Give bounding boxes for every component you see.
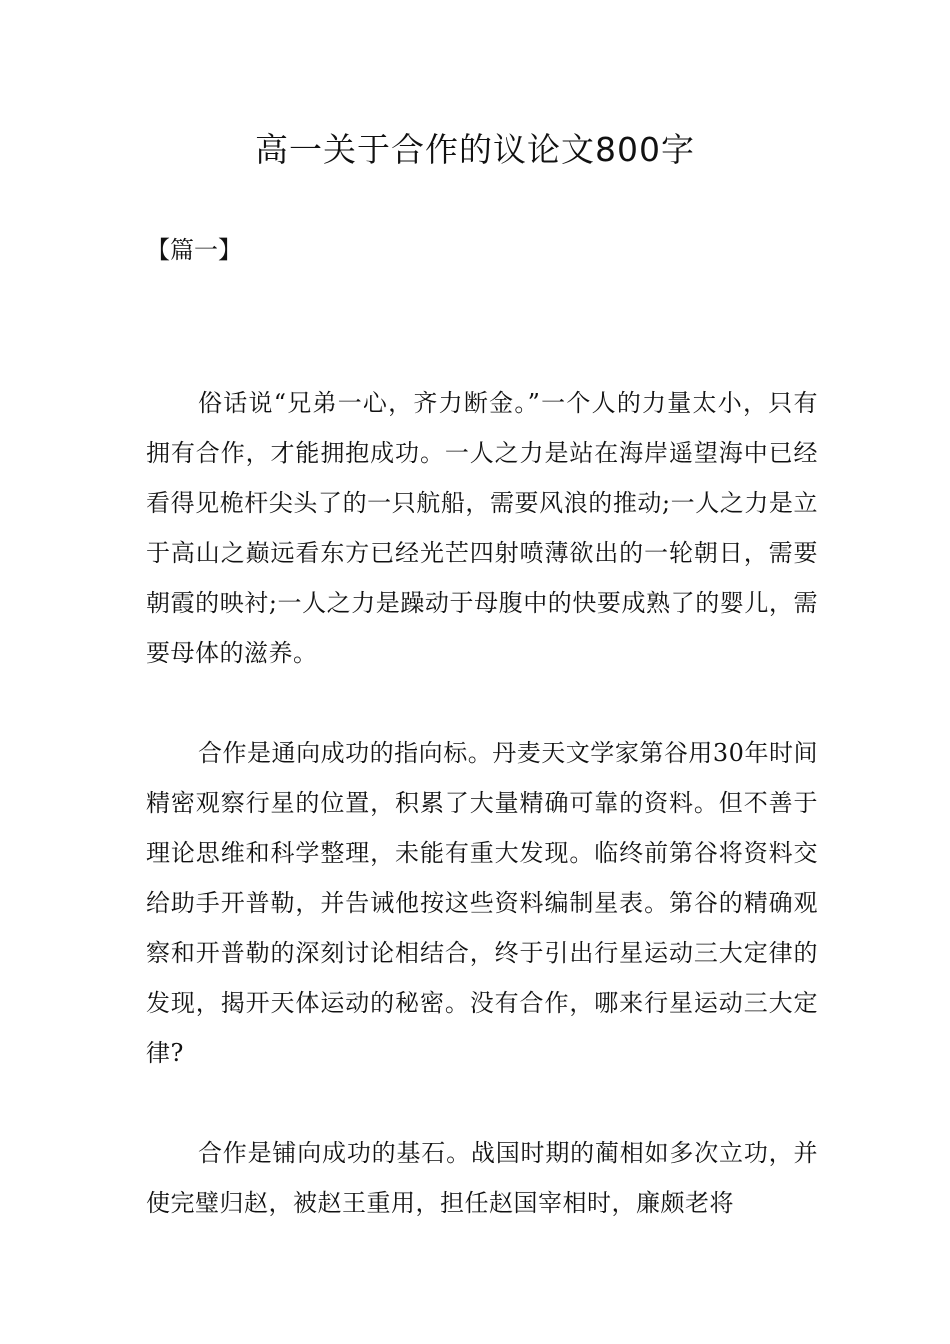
body-text <box>146 378 818 1278</box>
paragraph-1: 俗话说“兄弟一心，齐力断金。”一个人的力量太小，只有拥有合作，才能拥抱成功。一人之力是站在海岸遥望海中已经看得见桅杆尖头了的一只航船，需要风浪的推动;一人之力是立于高山之巅远看东方已经光芒四射喷薄欲出的一轮朝日，需要朝霞的映衬;一人之力是躁动于母腹中的快要成熟了的婴儿，需要母体的滋养。 <box>146 389 818 667</box>
paragraph-3: 合作是铺向成功的基石。战国时期的蔺相如多次立功，并使完璧归赵，被赵王重用，担任赵国宰相时，廉颇老将 <box>146 1139 818 1217</box>
document-title: 高一关于合作的议论文800字 <box>255 130 695 169</box>
section-label: 【篇一】 <box>146 236 242 264</box>
paragraph-2: 合作是通向成功的指向标。丹麦天文学家第谷用30年时间精密观察行星的位置，积累了大量精确可靠的资料。但不善于理论思维和科学整理，未能有重大发现。临终前第谷将资料交给助手开普勒，并告诫他按这些资料编制星表。第谷的精确观察和开普勒的深刻讨论相结合，终于引出行星运动三大定律的发现，揭开天体运动的秘密。没有合作，哪来行星运动三大定律? <box>146 739 818 1067</box>
